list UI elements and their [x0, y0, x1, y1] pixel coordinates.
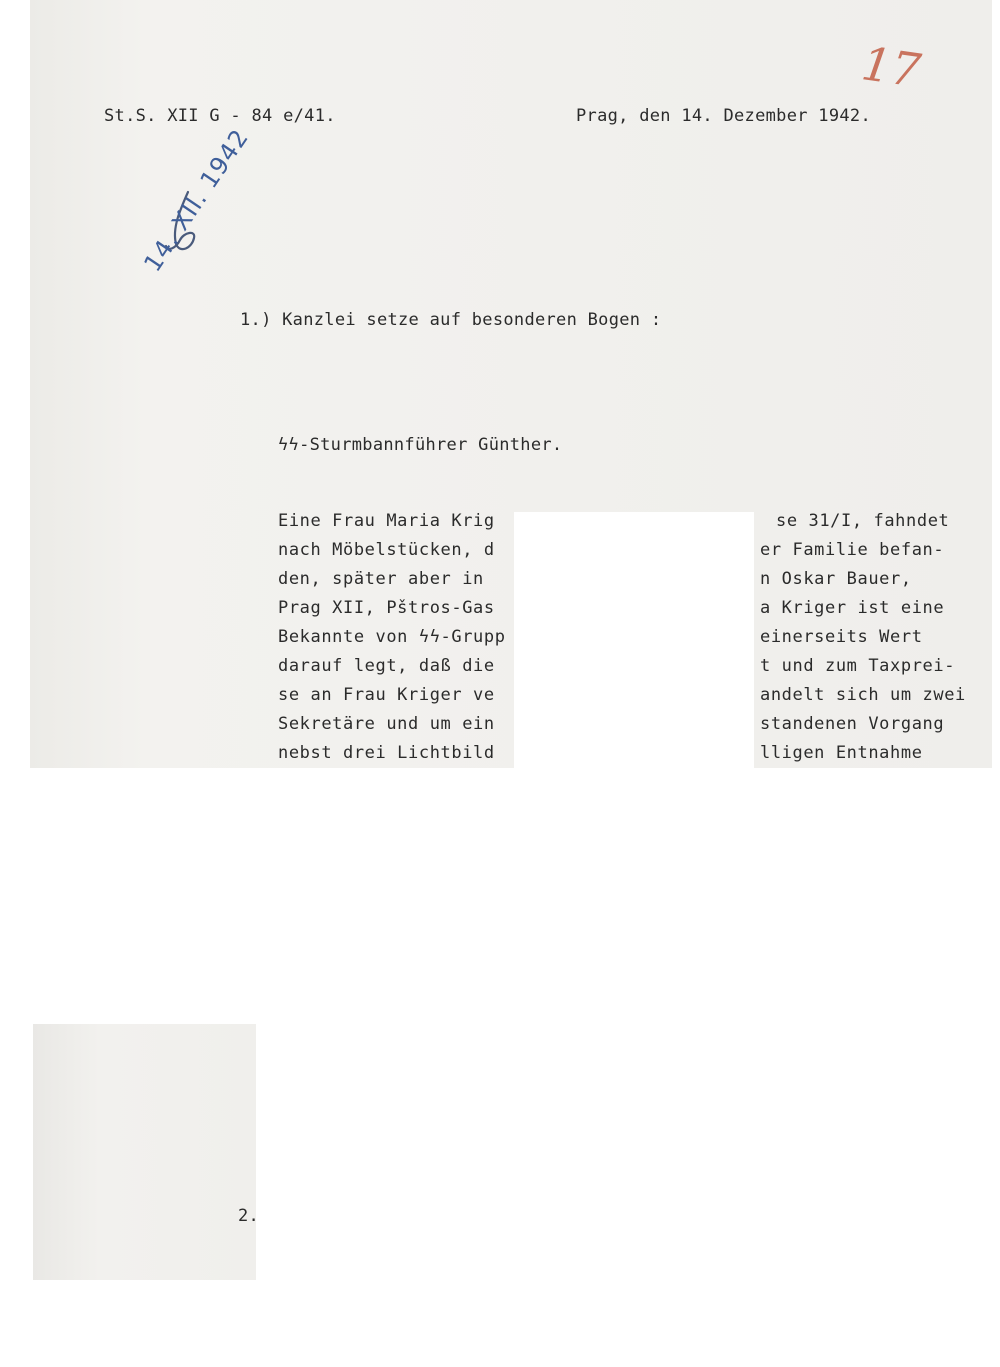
body-line: darauf legt, daß die	[278, 656, 495, 676]
addressee: ϟϟ-Sturmbannführer Günther.	[278, 435, 563, 455]
body-line: andelt sich um zwei	[760, 685, 966, 705]
body-line: er Familie befan-	[760, 540, 945, 560]
redaction-block	[514, 512, 754, 770]
body-line: Bekannte von ϟϟ-Grupp	[278, 627, 506, 647]
body-line: t und zum Taxprei-	[760, 656, 956, 676]
reference-number: St.S. XII G - 84 e/41.	[104, 106, 336, 126]
body-line: Eine Frau Maria Krig	[278, 511, 495, 531]
body-line: standenen Vorgang	[760, 714, 945, 734]
body-line: n Oskar Bauer,	[760, 569, 912, 589]
folio-number: 17	[858, 36, 925, 98]
body-line: a Kriger ist eine	[760, 598, 945, 618]
body-line: einerseits Wert	[760, 627, 923, 647]
body-line: Prag XII, Pštros-Gas	[278, 598, 495, 618]
place-date: Prag, den 14. Dezember 1942.	[576, 106, 871, 126]
item-2-label: 2.	[238, 1206, 260, 1226]
body-line: den, später aber in	[278, 569, 484, 589]
document-page-bottom-fragment	[33, 1024, 256, 1280]
body-line: Sekretäre und um ein	[278, 714, 495, 734]
body-line: nach Möbelstücken, d	[278, 540, 495, 560]
item-1-instruction: 1.) Kanzlei setze auf besonderen Bogen :	[240, 310, 662, 330]
body-line: nebst drei Lichtbild	[278, 743, 495, 763]
body-line: se 31/I, fahndet	[776, 511, 950, 531]
date-stamp: 14. XII. 1942	[138, 123, 255, 277]
body-line: se an Frau Kriger ve	[278, 685, 495, 705]
body-line: lligen Entnahme	[760, 743, 923, 763]
